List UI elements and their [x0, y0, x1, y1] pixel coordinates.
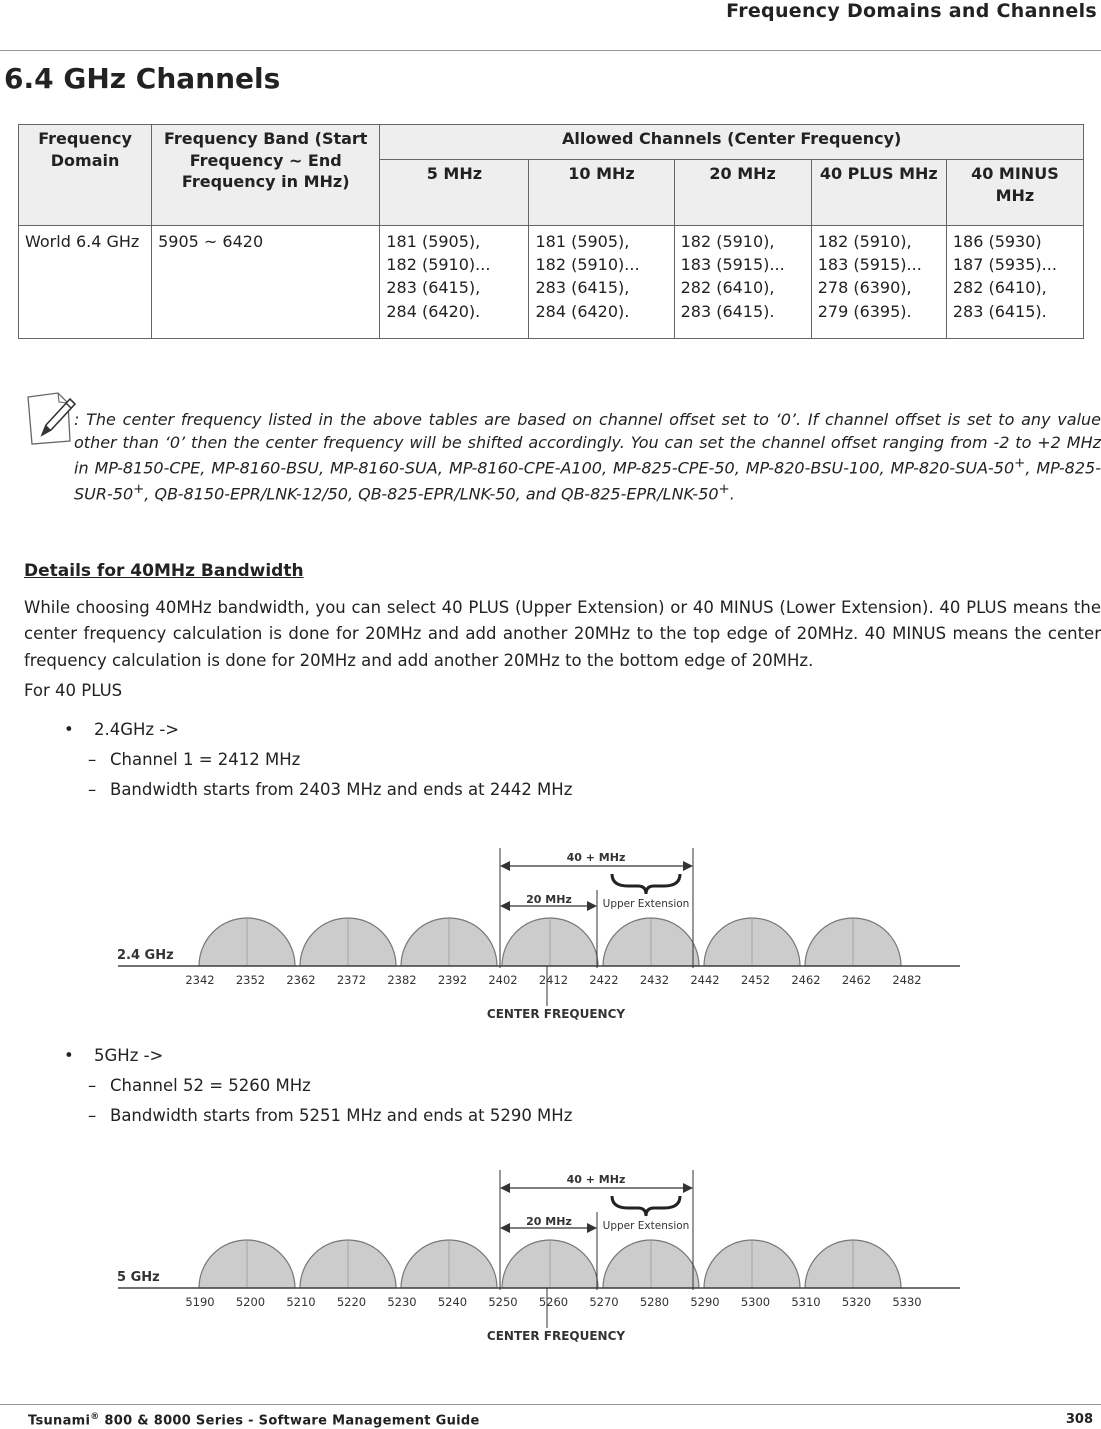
- arrow-head: [683, 861, 693, 871]
- tick-label: 2482: [892, 973, 922, 987]
- cell-40plus: [811, 226, 946, 339]
- header-rule: [0, 50, 1101, 51]
- extension-brace: [612, 1196, 680, 1216]
- col-header-10mhz: 10 MHz: [529, 160, 674, 226]
- note-sup: +: [718, 481, 730, 497]
- tick-label: 2462: [841, 973, 872, 987]
- note-text-d: .: [729, 484, 735, 504]
- bullet-glyph: •: [64, 1046, 74, 1065]
- note-text: [74, 408, 1101, 505]
- span40-label: 40 + MHz: [566, 851, 626, 864]
- note-text-a: : The center frequency listed in the above tables are based on channel offset set to ‘0’. If channel offset is set to any value other than ‘0’ then the center frequency will be shifted accordingly. You can set the channel offset ranging from -2 to +2 MHz in MP-8150-CPE, MP-8160-BSU, MP-8160-SUA, MP-8160-CPE-A100, MP-825-CPE-50, MP-820-BSU-100, MP-820-SUA-50: [74, 410, 1101, 478]
- tick-label: 2432: [639, 973, 670, 987]
- page-number: 308: [1065, 1412, 1093, 1427]
- cell-10mhz: [529, 226, 674, 339]
- dash-glyph: –: [88, 750, 97, 769]
- arrow-head: [683, 1183, 693, 1193]
- note-text-b: , MP-825-SUR-50: [74, 458, 1101, 504]
- footer-brand: Tsunami: [28, 1413, 91, 1429]
- cell-line: 283 (6415),: [535, 278, 630, 298]
- bullet-glyph: •: [64, 720, 74, 739]
- tick-label: 5320: [841, 1295, 872, 1309]
- cell-line: 182 (5910)...: [535, 255, 640, 275]
- footer-title: [28, 1412, 480, 1428]
- cell-line: 282 (6410),: [680, 278, 775, 298]
- section-title: 6.4 GHz Channels: [4, 62, 281, 95]
- extension-label: Upper Extension: [602, 898, 690, 910]
- note-sup: +: [1014, 456, 1026, 472]
- channel-diagram-2-4ghz: [100, 840, 980, 1030]
- tick-label: 5280: [639, 1295, 670, 1309]
- note-text-c: , QB-8150-EPR/LNK-12/50, QB-825-EPR/LNK-50, and QB-825-EPR/LNK-50: [144, 484, 719, 504]
- sub-text: Bandwidth starts from 5251 MHz and ends at 5290 MHz: [110, 1106, 573, 1125]
- cell-5mhz: [380, 226, 529, 339]
- col-header-domain: Frequency Domain: [19, 125, 152, 226]
- footer-rule: [0, 1404, 1101, 1405]
- tick-label: 2392: [437, 973, 468, 987]
- tick-label: 5330: [892, 1295, 922, 1309]
- cell-domain: World 6.4 GHz: [19, 226, 152, 339]
- tick-label: 2382: [387, 973, 417, 987]
- span20-label: 20 MHz: [526, 893, 572, 906]
- col-header-40minus: 40 MINUS MHz: [946, 160, 1083, 226]
- cell-line: 183 (5915)...: [680, 255, 785, 275]
- cell-band: 5905 ~ 6420: [152, 226, 380, 339]
- center-frequency-label: CENTER FREQUENCY: [486, 1007, 626, 1021]
- cell-line: 183 (5915)...: [817, 255, 922, 275]
- tick-label: 5290: [690, 1295, 720, 1309]
- tick-label: 5230: [387, 1295, 417, 1309]
- cell-line: 182 (5910),: [680, 232, 775, 251]
- footer-reg: ®: [90, 1412, 100, 1422]
- span40-label: 40 + MHz: [566, 1173, 626, 1186]
- bullet-text: 2.4GHz ->: [94, 720, 180, 739]
- arrow-head: [587, 901, 597, 911]
- band-label: 2.4 GHz: [117, 948, 174, 963]
- cell-line: 278 (6390),: [817, 278, 912, 298]
- for-plus-label: For 40 PLUS: [24, 681, 123, 700]
- col-header-band: Frequency Band (Start Frequency ~ End Frequency in MHz): [152, 125, 380, 226]
- col-header-20mhz: 20 MHz: [674, 160, 811, 226]
- cell-line: 181 (5905),: [386, 232, 481, 251]
- span20-label: 20 MHz: [526, 1215, 572, 1228]
- tick-label: 5210: [286, 1295, 316, 1309]
- cell-line: 187 (5935)...: [952, 255, 1057, 275]
- tick-label: 5300: [740, 1295, 771, 1309]
- note-box: [24, 385, 1101, 525]
- cell-20mhz: [674, 226, 811, 339]
- cell-line: 284 (6420).: [535, 301, 630, 321]
- bullet-text: 5GHz ->: [94, 1046, 164, 1065]
- tick-label: 2442: [690, 973, 720, 987]
- cell-line: 279 (6395).: [817, 301, 912, 321]
- tick-label: 5200: [235, 1295, 266, 1309]
- cell-line: 282 (6410),: [952, 278, 1047, 298]
- arrow-head: [500, 1183, 510, 1193]
- tick-label: 2402: [488, 973, 518, 987]
- cell-line: 182 (5910)...: [386, 255, 491, 275]
- tick-label: 2372: [336, 973, 367, 987]
- dash-glyph: –: [88, 1106, 97, 1125]
- arrow-head: [500, 861, 510, 871]
- tick-label: 2362: [286, 973, 316, 987]
- details-paragraph: While choosing 40MHz bandwidth, you can select 40 PLUS (Upper Extension) or 40 MINUS (Lower Extension). 40 PLUS means the center frequency calculation is done for 20MHz and add another 20MHz to the top edge of 20MHz. 40 MINUS means the center frequency calculation is done for 20MHz and add another 20MHz to the bottom edge of 20MHz.: [24, 598, 1101, 670]
- tick-label: 2462: [791, 973, 821, 987]
- channels-table: [18, 124, 1084, 339]
- arrow-head: [500, 901, 510, 911]
- pencil-note-icon: [24, 389, 76, 450]
- sub-text: Channel 52 = 5260 MHz: [110, 1076, 311, 1095]
- col-header-40plus: 40 PLUS MHz: [811, 160, 946, 226]
- arrow-head: [500, 1223, 510, 1233]
- cell-line: 283 (6415).: [680, 301, 775, 321]
- tick-label: 5260: [538, 1295, 569, 1309]
- col-header-5mhz: 5 MHz: [380, 160, 529, 226]
- cell-line: 181 (5905),: [535, 232, 630, 251]
- sub-text: Bandwidth starts from 2403 MHz and ends at 2442 MHz: [110, 780, 573, 799]
- sub-text: Channel 1 = 2412 MHz: [110, 750, 301, 769]
- table-row: [19, 226, 1084, 339]
- tick-label: 2422: [589, 973, 619, 987]
- tick-label: 2412: [538, 973, 569, 987]
- tick-label: 5270: [589, 1295, 619, 1309]
- cell-line: 186 (5930): [952, 232, 1042, 251]
- arrow-head: [587, 1223, 597, 1233]
- tick-label: 2352: [235, 973, 266, 987]
- col-header-allowed: Allowed Channels (Center Frequency): [380, 125, 1084, 160]
- tick-label: 5240: [437, 1295, 468, 1309]
- cell-line: 283 (6415).: [952, 301, 1047, 321]
- tick-label: 5310: [791, 1295, 821, 1309]
- channel-diagram-5ghz: [100, 1162, 980, 1352]
- dash-glyph: –: [88, 780, 97, 799]
- note-sup: +: [133, 481, 145, 497]
- extension-label: Upper Extension: [602, 1220, 690, 1232]
- extension-brace: [612, 874, 680, 894]
- cell-line: 284 (6420).: [386, 301, 481, 321]
- footer-rest: 800 & 8000 Series - Software Management Guide: [99, 1413, 480, 1429]
- cell-line: 182 (5910),: [817, 232, 912, 251]
- cell-40minus: [946, 226, 1083, 339]
- center-frequency-label: CENTER FREQUENCY: [486, 1329, 626, 1343]
- band-label: 5 GHz: [117, 1270, 160, 1285]
- tick-label: 2342: [185, 973, 215, 987]
- dash-glyph: –: [88, 1076, 97, 1095]
- tick-label: 2452: [740, 973, 771, 987]
- tick-label: 5250: [488, 1295, 518, 1309]
- details-heading: Details for 40MHz Bandwidth: [24, 561, 304, 581]
- cell-line: 283 (6415),: [386, 278, 481, 298]
- tick-label: 5190: [185, 1295, 215, 1309]
- tick-label: 5220: [336, 1295, 367, 1309]
- header-title: Frequency Domains and Channels: [726, 0, 1097, 22]
